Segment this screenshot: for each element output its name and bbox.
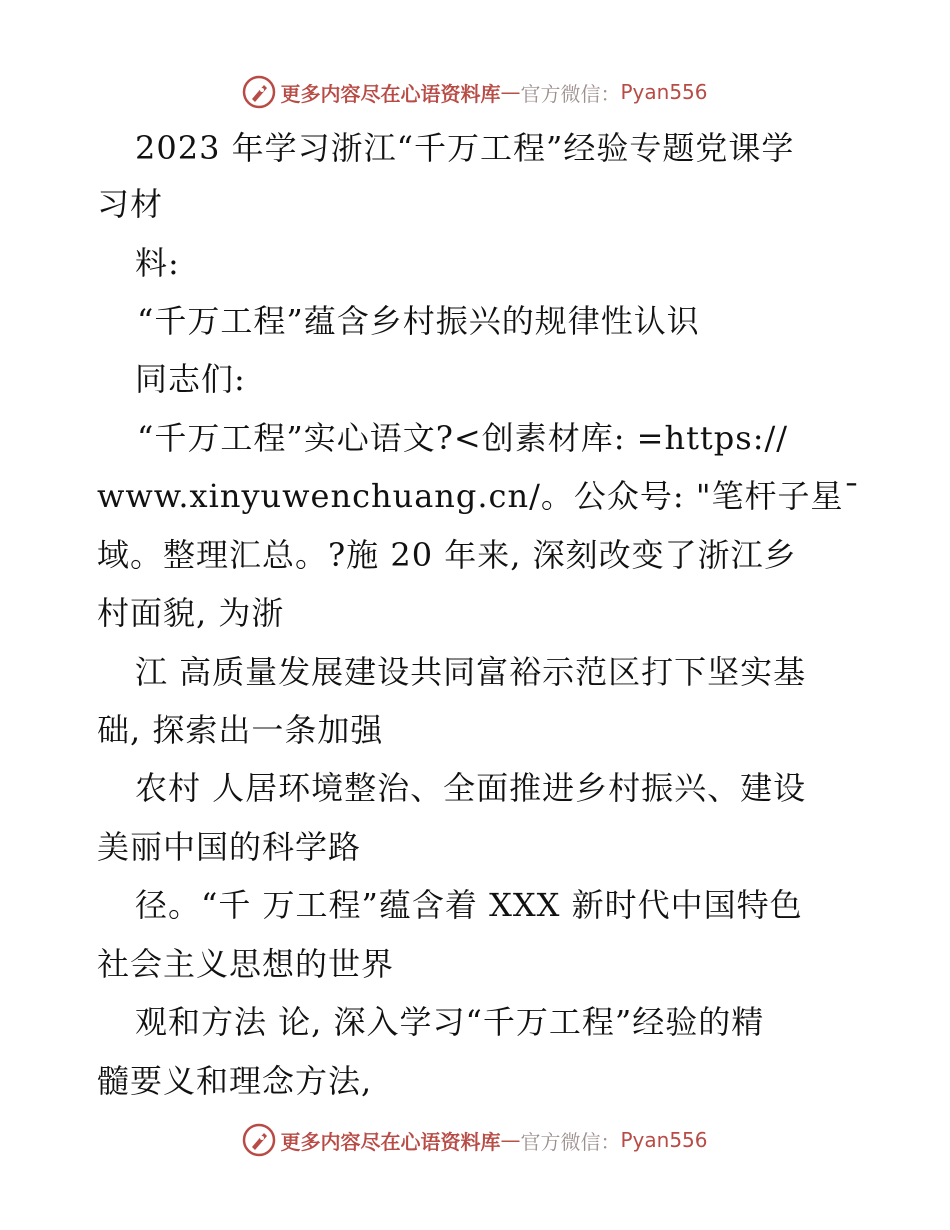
title-line-3: 料:	[135, 244, 180, 282]
banner-dash: —	[500, 1128, 521, 1152]
banner-wechat-id: Pyan556	[620, 1128, 708, 1152]
banner-wechat-label: 官方微信：	[520, 81, 621, 106]
banner-wechat-label: 官方微信：	[520, 1129, 621, 1154]
paragraph-line: 础, 探索出一条加强	[97, 711, 384, 749]
paragraph-line: 观和方法 论, 深入学习“千万工程”经验的精	[135, 1003, 765, 1041]
paragraph-line: 农村 人居环境整治、全面推进乡村振兴、建设	[135, 769, 807, 807]
paragraph-line: www.xinyuwenchuang.cn/。公众号: "笔杆子星¯	[97, 477, 861, 515]
paragraph-line: 江 高质量发展建设共同富裕示范区打下坚实基	[135, 653, 807, 691]
paragraph-line: “千万工程”实心语文?<创素材库: =https://	[137, 419, 789, 457]
banner-site-text: 更多内容尽在心语资料库	[280, 1129, 501, 1154]
paragraph-line: 美丽中国的科学路	[97, 828, 362, 866]
banner-wechat-id: Pyan556	[620, 80, 708, 104]
pen-nib-logo-icon	[242, 1123, 276, 1157]
banner-site-text: 更多内容尽在心语资料库	[280, 81, 501, 106]
salutation: 同志们:	[135, 360, 246, 398]
subtitle: “千万工程”蕴含乡村振兴的规律性认识	[137, 302, 700, 340]
header-watermark-banner	[0, 72, 950, 112]
paragraph-line: 径。“千 万工程”蕴含着 XXX 新时代中国特色	[135, 886, 803, 924]
title-line-2: 习材	[97, 185, 164, 223]
paragraph-line: 髓要义和理念方法,	[97, 1062, 373, 1100]
pen-nib-logo-icon	[242, 75, 276, 109]
footer-watermark-banner	[0, 1120, 950, 1160]
banner-dash: —	[500, 80, 521, 104]
title-line-1: 2023 年学习浙江“千万工程”经验专题党课学	[135, 129, 795, 167]
paragraph-line: 社会主义思想的世界	[97, 945, 395, 983]
paragraph-line: 村面貌, 为浙	[97, 594, 285, 632]
paragraph-line: 域。整理汇总。?施 20 年来, 深刻改变了浙江乡	[97, 536, 797, 574]
